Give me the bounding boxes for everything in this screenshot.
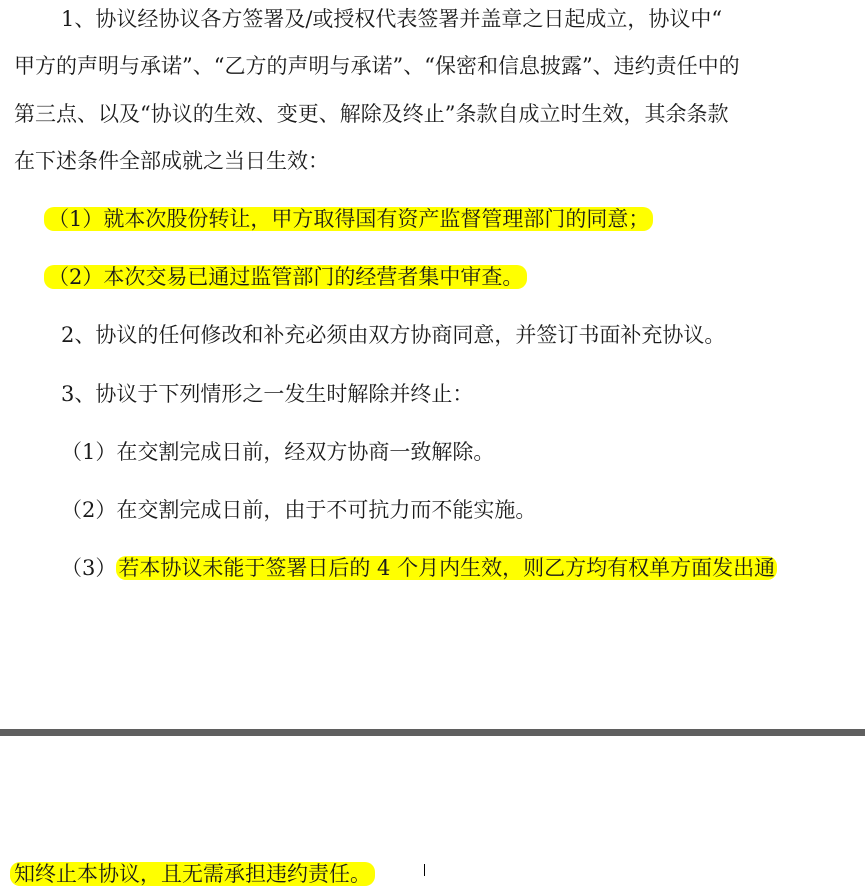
- clause-3-item-3-continued-line: [14, 859, 375, 889]
- clause-3-item-1: （1）在交割完成日前，经双方协商一致解除。: [61, 440, 495, 464]
- text-cursor-mark: [424, 864, 425, 876]
- clause-1-line-2: 甲方的声明与承诺”、“乙方的声明与承诺”、“保密和信息披露”、违约责任中的: [14, 54, 740, 78]
- page-break-divider: [0, 729, 865, 736]
- clause-1-line-3: 第三点、以及“协议的生效、变更、解除及终止”条款自成立时生效，其余条款: [14, 102, 729, 126]
- clause-2: 2、协议的任何修改和补充必须由双方协商同意，并签订书面补充协议。: [61, 323, 726, 347]
- clause-3-item-3-continued: 知终止本协议，且无需承担违约责任。: [10, 862, 375, 886]
- clause-3-item-3-prefix: （3）: [61, 556, 117, 580]
- clause-1-line-1: 1、协议经协议各方签署及/或授权代表签署并盖章之日起成立，协议中“: [61, 7, 723, 31]
- condition-2-text: （2）本次交易已通过监管部门的经营者集中审查。: [44, 265, 527, 289]
- clause-3-intro: 3、协议于下列情形之一发生时解除并终止：: [61, 382, 474, 406]
- condition-1-text: （1）就本次股份转让，甲方取得国有资产监督管理部门的同意；: [44, 207, 653, 231]
- clause-3-item-3: [61, 553, 777, 583]
- clause-1-line-4: 在下述条件全部成就之当日生效：: [14, 149, 329, 173]
- clause-3-item-2: （2）在交割完成日前，由于不可抗力而不能实施。: [61, 498, 537, 522]
- clause-3-item-3-highlight: 若本协议未能于签署日后的 4 个月内生效，则乙方均有权单方面发出通: [118, 556, 776, 580]
- condition-2-highlighted: [48, 262, 527, 292]
- condition-1-highlighted: [48, 204, 653, 234]
